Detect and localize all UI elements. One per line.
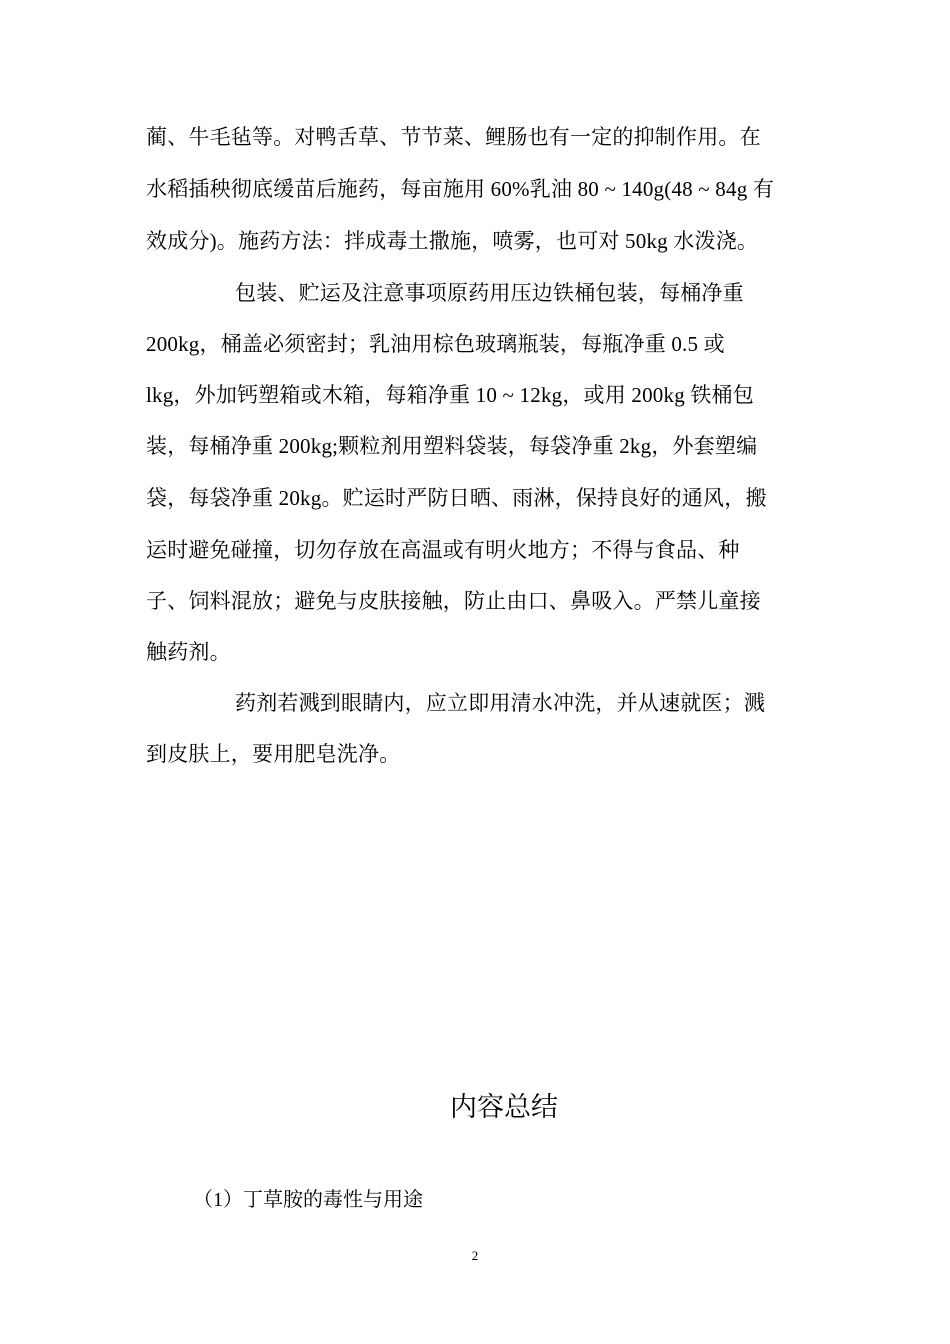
body-line-11: 触药剂。 — [146, 640, 231, 664]
body-line-8: 袋，每袋净重 20kg。贮运时严防日晒、雨淋，保持良好的通风，搬 — [146, 486, 767, 510]
first-aid-paragraph-start: 药剂若溅到眼睛内，应立即用清水冲洗，并从速就医；溅 — [235, 691, 765, 715]
body-line-13: 到皮肤上，要用肥皂洗净。 — [146, 742, 401, 766]
body-line-3: 效成分)。施药方法：拌成毒土撒施，喷雾，也可对 50kg 水泼浇。 — [146, 229, 759, 253]
body-line-6: lkg，外加钙塑箱或木箱，每箱净重 10 ~ 12kg，或用 200kg 铁桶包 — [146, 383, 754, 407]
summary-title: 内容总结 — [450, 1092, 558, 1123]
body-line-7: 装，每桶净重 200kg;颗粒剂用塑料袋装，每袋净重 2kg，外套塑编 — [146, 434, 758, 458]
summary-item: （1）丁草胺的毒性与用途 — [193, 1189, 423, 1211]
body-line-10: 子、饲料混放；避免与皮肤接触，防止由口、鼻吸入。严禁儿童接 — [146, 589, 761, 613]
body-line-1: 蔺、牛毛毡等。对鸭舌草、节节菜、鲤肠也有一定的抑制作用。在 — [146, 125, 761, 149]
body-line-2: 水稻插秧彻底缓苗后施药，每亩施用 60%乳油 80 ~ 140g(48 ~ 84g 有 — [146, 177, 775, 201]
page-number: 2 — [471, 1248, 479, 1263]
body-line-5: 200kg，桶盖必须密封；乳油用棕色玻璃瓶装，每瓶净重 0.5 或 — [146, 332, 725, 356]
body-line-9: 运时避免碰撞，切勿存放在高温或有明火地方；不得与食品、种 — [146, 538, 740, 562]
packaging-paragraph-start: 包装、贮运及注意事项原药用压边铁桶包装，每桶净重 — [235, 281, 744, 305]
